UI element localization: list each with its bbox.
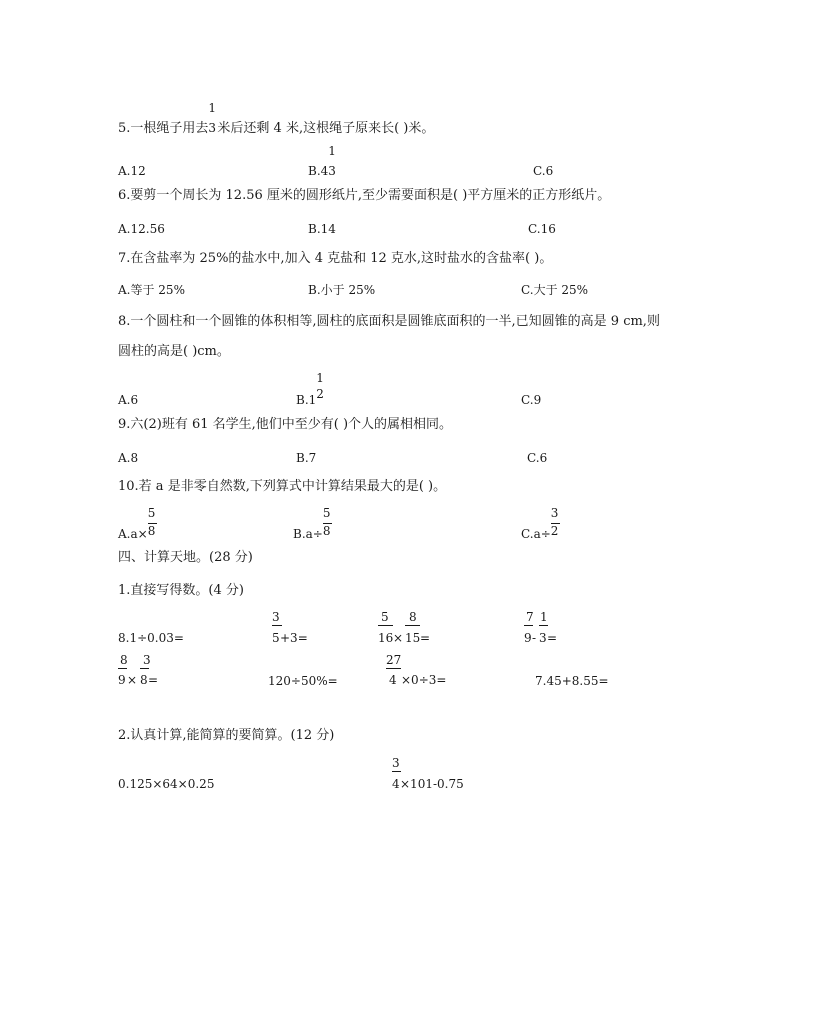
q7-option-c[interactable]: C.大于 25%: [521, 283, 589, 297]
q5-option-b-fraction: [328, 144, 337, 178]
q8-option-b-prefix: B.1: [296, 393, 317, 407]
q6-option-b[interactable]: B.14: [308, 222, 336, 236]
q8-option-b-num: 1: [316, 371, 324, 385]
q10-option-b-fraction: [322, 506, 332, 541]
q7-option-b[interactable]: B.小于 25%: [308, 283, 376, 297]
calc-simplify-2-bar: [392, 771, 401, 772]
q5-stem: [118, 101, 435, 137]
calc-expr-5-bar1: [118, 668, 127, 669]
q10-option-c-num: 3: [550, 506, 559, 520]
calc-expr-3-num1: 5: [381, 610, 389, 624]
calc-expr-3-bar2: [405, 625, 420, 626]
calc-expr-2-rest: +3=: [280, 631, 308, 645]
calc-expr-7-num: 27: [386, 653, 402, 667]
q10-option-c[interactable]: [521, 506, 560, 541]
calc-expr-4-op: -: [532, 631, 537, 645]
calc-expr-4-den1: 9: [524, 631, 532, 645]
calc-expr-7-bar: [386, 668, 401, 669]
q8-option-b-den: 2: [316, 387, 324, 401]
calc-expr-4: [524, 610, 584, 650]
section4-title: 四、计算天地。(28 分): [118, 550, 253, 565]
calc-expr-4-den2: 3: [539, 631, 547, 645]
q5-fraction-den: 3: [208, 121, 217, 135]
q10-option-b-num: 5: [322, 506, 331, 520]
calc-simplify-2-den: 4: [392, 777, 400, 791]
calc-expr-7: [386, 653, 466, 693]
q8-option-a[interactable]: A.6: [118, 393, 139, 407]
calc-simplify-1: 0.125×64×0.25: [118, 777, 215, 791]
q7-option-a[interactable]: A.等于 25%: [118, 283, 185, 297]
q5-option-b-num: 1: [328, 144, 336, 158]
q6-stem: 6.要剪一个周长为 12.56 厘米的圆形纸片,至少需要面积是( )平方厘米的正方形纸片。: [118, 188, 611, 203]
q5-option-c[interactable]: C.6: [533, 164, 554, 178]
q9-option-c[interactable]: C.6: [527, 451, 548, 465]
q8-stem-line1: 8.一个圆柱和一个圆锥的体积相等,圆柱的底面积是圆锥底面积的一半,已知圆锥的高是 9 cm,则: [118, 314, 660, 329]
q5-stem-rest: 米后还剩 4 米,这根绳子原来长( )米。: [217, 121, 435, 136]
q5-stem-start: 5.一根绳子用去: [118, 121, 209, 136]
calc-expr-5-bar2: [140, 668, 149, 669]
q10-option-a[interactable]: [118, 506, 157, 541]
calc-expr-4-num2: 1: [540, 610, 548, 624]
calc-expr-5: [118, 653, 178, 693]
q10-option-b-den: 8: [322, 524, 331, 538]
calc-expr-5-num2: 3: [143, 653, 151, 667]
q5-option-b[interactable]: [308, 144, 337, 178]
q9-option-b[interactable]: B.7: [296, 451, 317, 465]
calc-expr-4-eq: =: [547, 631, 558, 645]
calc-expr-2-bar: [272, 625, 282, 626]
calc-expr-1: 8.1÷0.03=: [118, 631, 184, 645]
q8-option-c[interactable]: C.9: [521, 393, 542, 407]
calc-expr-3: [378, 610, 448, 650]
q10-option-a-prefix: A.a×: [118, 527, 148, 541]
calc-expr-5-num1: 8: [120, 653, 128, 667]
part1-title: 1.直接写得数。(4 分): [118, 583, 244, 598]
q10-option-b-prefix: B.a÷: [293, 527, 323, 541]
calc-simplify-2-rest: ×101-0.75: [400, 777, 464, 791]
calc-expr-2-den: 5: [272, 631, 280, 645]
calc-simplify-2: [392, 756, 492, 796]
calc-expr-3-den2: 15: [405, 631, 421, 645]
q10-stem: 10.若 a 是非零自然数,下列算式中计算结果最大的是( )。: [118, 479, 447, 494]
calc-expr-3-den1: 16: [378, 631, 394, 645]
calc-expr-4-bar2: [539, 625, 548, 626]
q9-stem: 9.六(2)班有 61 名学生,他们中至少有( )个人的属相相同。: [118, 417, 453, 432]
calc-expr-2-num: 3: [272, 610, 280, 624]
q8-option-b-fraction: [316, 371, 325, 407]
q10-option-c-fraction: [550, 506, 560, 541]
q6-option-c[interactable]: C.16: [528, 222, 556, 236]
q6-option-a[interactable]: A.12.56: [118, 222, 165, 236]
q10-option-c-den: 2: [550, 524, 559, 538]
calc-expr-7-den: 4: [389, 673, 397, 687]
calc-expr-3-bar1: [378, 625, 393, 626]
q10-option-b[interactable]: [293, 506, 332, 541]
calc-simplify-2-num: 3: [392, 756, 400, 770]
q5-option-b-prefix: B.4: [308, 164, 329, 178]
calc-expr-5-den1: 9: [118, 673, 126, 687]
calc-expr-7-rest: ×0÷3=: [401, 673, 447, 687]
calc-expr-3-num2: 8: [409, 610, 417, 624]
q5-option-b-den: 3: [328, 164, 336, 178]
calc-expr-5-den2: 8: [140, 673, 148, 687]
q9-option-a[interactable]: A.8: [118, 451, 139, 465]
calc-expr-5-op: ×: [127, 673, 138, 687]
q5-option-a[interactable]: A.12: [118, 164, 146, 178]
calc-expr-2: [272, 610, 332, 650]
calc-expr-3-eq: =: [420, 631, 431, 645]
q5-fraction: [208, 101, 217, 137]
q10-option-a-den: 8: [147, 524, 156, 538]
calc-expr-4-num1: 7: [526, 610, 534, 624]
calc-expr-3-op: ×: [393, 631, 404, 645]
q8-option-b[interactable]: [296, 371, 325, 407]
q8-stem-line2: 圆柱的高是( )cm。: [118, 344, 230, 359]
q5-fraction-num: 1: [208, 101, 217, 115]
q10-option-a-num: 5: [147, 506, 156, 520]
q10-option-a-fraction: [147, 506, 157, 541]
q7-stem: 7.在含盐率为 25%的盐水中,加入 4 克盐和 12 克水,这时盐水的含盐率( )。: [118, 251, 553, 266]
q10-option-c-prefix: C.a÷: [521, 527, 551, 541]
calc-expr-5-eq: =: [148, 673, 159, 687]
calc-expr-6: 120÷50%=: [268, 674, 338, 688]
calc-expr-8: 7.45+8.55=: [535, 674, 609, 688]
calc-expr-4-bar1: [524, 625, 533, 626]
part2-title: 2.认真计算,能简算的要简算。(12 分): [118, 728, 335, 743]
